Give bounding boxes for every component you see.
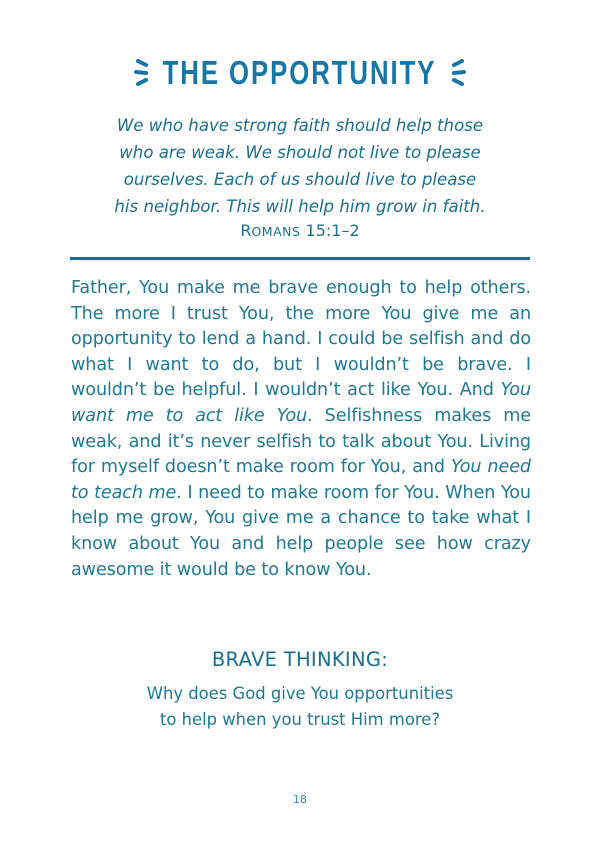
verse-line: ourselves. Each of us should live to please bbox=[123, 170, 477, 189]
prayer-text: . I need to make room for You. When You help me grow, You give me a chance to take what I know about You and help people see how crazy awesome it would be to know You. bbox=[71, 482, 531, 580]
section-divider bbox=[70, 257, 530, 260]
question-line: Why does God give You opportunities bbox=[146, 684, 454, 703]
reference-chapter-verse: 15:1–2 bbox=[305, 221, 360, 240]
burst-lines-left-icon bbox=[132, 55, 154, 91]
page-number: 18 bbox=[293, 793, 307, 806]
prayer-text: Father, You make me brave enough to help others. The more I trust You, the more You give me an opportunity to lend a hand. I could be selfish and do what I want to do, but I wouldn’t be brave. I wouldn’t be helpful. I wouldn’t act like You. And bbox=[71, 278, 531, 401]
question-line: to help when you trust Him more? bbox=[159, 710, 441, 729]
burst-lines-right-icon bbox=[446, 55, 468, 91]
verse-line: We who have strong faith should help those bbox=[116, 116, 484, 135]
scripture-verse bbox=[80, 112, 520, 220]
prayer-text: . Selfishness makes me weak, and it’s never selfish to talk about You. Living for myself doesn’t make room for You, and bbox=[71, 405, 531, 478]
verse-line: his neighbor. This will help him grow in faith. bbox=[114, 197, 486, 216]
page-title: THE OPPORTUNITY bbox=[163, 54, 437, 91]
scripture-reference bbox=[0, 221, 600, 240]
title-row bbox=[0, 48, 600, 98]
prayer-emphasis: You want me to act like You bbox=[71, 380, 531, 426]
prayer-body bbox=[71, 276, 531, 583]
prayer-emphasis: You need to teach me bbox=[71, 457, 531, 503]
brave-thinking-heading: BRAVE THINKING: bbox=[211, 648, 389, 671]
brave-thinking-question bbox=[0, 681, 600, 733]
reference-book-initial: R bbox=[240, 221, 252, 240]
verse-line: who are weak. We should not live to please bbox=[119, 143, 481, 162]
prayer-paragraph bbox=[71, 276, 531, 583]
reference-book-rest: OMANS bbox=[251, 224, 301, 239]
